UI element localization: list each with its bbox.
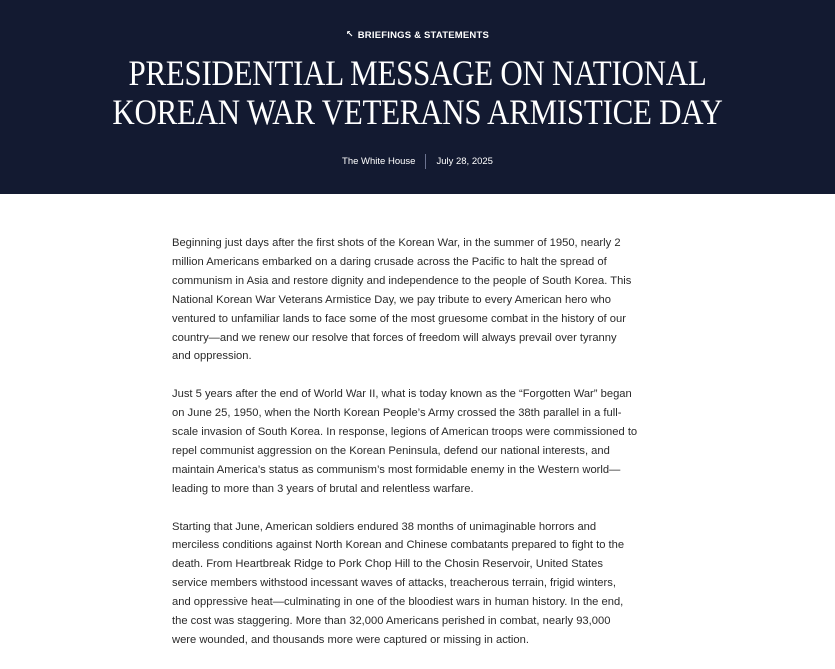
article-paragraph bbox=[172, 234, 672, 366]
paragraph-line: merciless conditions against North Korean and Chinese combatants prepared to fight to the bbox=[172, 539, 625, 552]
article-body bbox=[172, 234, 672, 669]
paragraph-line: service members withstood incessant waves of attacks, treacherous terrain, frigid winters, bbox=[172, 577, 616, 590]
article-meta bbox=[0, 154, 835, 169]
paragraph-line: communism in Asia and restore dignity and independence to the people of South Korea. This bbox=[172, 274, 632, 287]
paragraph-line: death. From Heartbreak Ridge to Pork Chop Hill to the Chosin Reservoir, United States bbox=[172, 558, 603, 571]
paragraph-line: on June 25, 1950, when the North Korean People’s Army crossed the 38th parallel in a full- bbox=[172, 407, 622, 420]
publish-date: July 28, 2025 bbox=[436, 156, 493, 167]
article-paragraph bbox=[172, 518, 672, 650]
paragraph-line: Starting that June, American soldiers endured 38 months of unimaginable horrors and bbox=[172, 520, 597, 533]
title-line: PRESIDENTIAL MESSAGE ON NATIONAL bbox=[128, 53, 707, 93]
paragraph-line: and oppression. bbox=[172, 350, 252, 363]
paragraph-line: were wounded, and thousands more were captured or missing in action. bbox=[172, 634, 529, 646]
arrow-up-left-icon: ↖ bbox=[346, 29, 354, 39]
author-name: The White House bbox=[342, 156, 416, 167]
article-header bbox=[0, 0, 835, 194]
page-title bbox=[58, 54, 776, 132]
paragraph-line: National Korean War Veterans Armistice Day, we pay tribute to every American hero who bbox=[172, 293, 611, 306]
paragraph-line: repel communist aggression on the Korean Peninsula, defend our national interests, and bbox=[172, 444, 610, 457]
title-line: KOREAN WAR VETERANS ARMISTICE DAY bbox=[112, 92, 723, 132]
category-label[interactable]: BRIEFINGS & STATEMENTS bbox=[357, 30, 489, 41]
paragraph-line: million Americans embarked on a daring crusade across the Pacific to halt the spread of bbox=[172, 255, 607, 268]
paragraph-line: Just 5 years after the end of World War II, what is today known as the “Forgotten War” began bbox=[172, 388, 632, 401]
paragraph-line: leading to more than 3 years of brutal and relentless warfare. bbox=[172, 482, 474, 495]
paragraph-line: and oppressive heat—culminating in one of the bloodiest wars in human history. In the end, bbox=[172, 596, 624, 609]
paragraph-line: Beginning just days after the first shots of the Korean War, in the summer of 1950, nearly 2 bbox=[172, 237, 621, 249]
paragraph-line: maintain America’s status as communism’s most formidable enemy in the Western world— bbox=[172, 463, 621, 476]
category-link[interactable] bbox=[0, 30, 835, 41]
paragraph-line: scale invasion of South Korea. In response, legions of American troops were commissioned to bbox=[172, 426, 638, 439]
paragraph-line: the cost was staggering. More than 32,000 Americans perished in combat, nearly 93,000 bbox=[172, 615, 611, 628]
article-paragraph bbox=[172, 385, 672, 498]
paragraph-line: ventured to unfamiliar lands to face some of the most gruesome combat in the history of our bbox=[172, 312, 626, 325]
paragraph-line: country—and we renew our resolve that forces of freedom will always prevail over tyranny bbox=[172, 331, 617, 344]
